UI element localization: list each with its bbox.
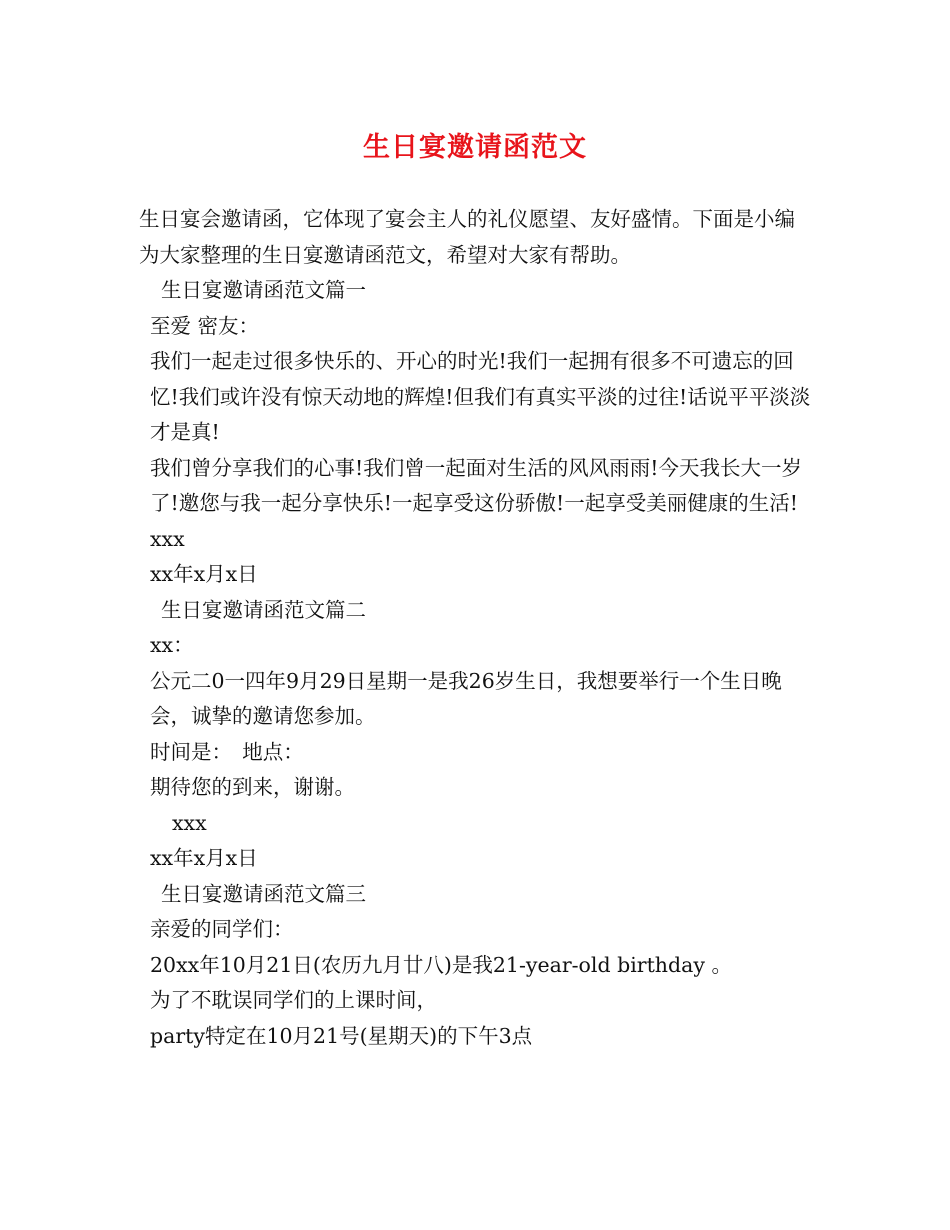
section3-heading: 生日宴邀请函范文篇三	[161, 881, 366, 906]
section1-date: xx年x月x日	[150, 562, 258, 586]
intro-paragraph: 生日宴会邀请函，它体现了宴会主人的礼仪愿望、友好盛情。下面是小编为大家整理的生日宴邀请函范文，希望对大家有帮助。	[139, 207, 795, 267]
section2-paragraph-1: 公元二0一四年9月29日星期一是我26岁生日，我想要举行一个生日晚会，诚挚的邀请您参加。	[150, 668, 782, 728]
section2-time-place: 时间是： 地点：	[150, 739, 304, 764]
section3-salutation: 亲爱的同学们：	[150, 917, 294, 941]
section2-heading: 生日宴邀请函范文篇二	[161, 597, 366, 622]
section3-line-2: 为了不耽误同学们的上课时间，	[150, 988, 437, 1012]
document-title: 生日宴邀请函范文	[363, 132, 587, 163]
section1-paragraph-1: 我们一起走过很多快乐的、开心的时光!我们一起拥有很多不可遗忘的回忆!我们或许没有惊天动地的辉煌!但我们有真实平淡的过往!话说平平淡淡才是真!	[150, 349, 811, 444]
section1-paragraph-2: 我们曾分享我们的心事!我们曾一起面对生活的风风雨雨!今天我长大一岁了!邀您与我一起分享快乐!一起享受这份骄傲!一起享受美丽健康的生活!	[150, 455, 802, 515]
section3-line-1: 20xx年10月21日(农历九月廿八)是我21-year-old birthday 。	[150, 952, 732, 977]
section2-signature: xxx	[172, 810, 207, 835]
section1-signature: xxx	[150, 526, 185, 551]
document-body	[139, 202, 815, 1054]
section2-salutation: xx：	[150, 633, 194, 657]
section1-heading: 生日宴邀请函范文篇一	[161, 278, 366, 302]
section3-line-3: party特定在10月21号(星期天)的下午3点	[150, 1023, 533, 1048]
section1-salutation: 至爱 密友：	[150, 313, 260, 338]
section2-closing: 期待您的到来，谢谢。	[150, 775, 355, 799]
section2-date: xx年x月x日	[150, 846, 258, 870]
